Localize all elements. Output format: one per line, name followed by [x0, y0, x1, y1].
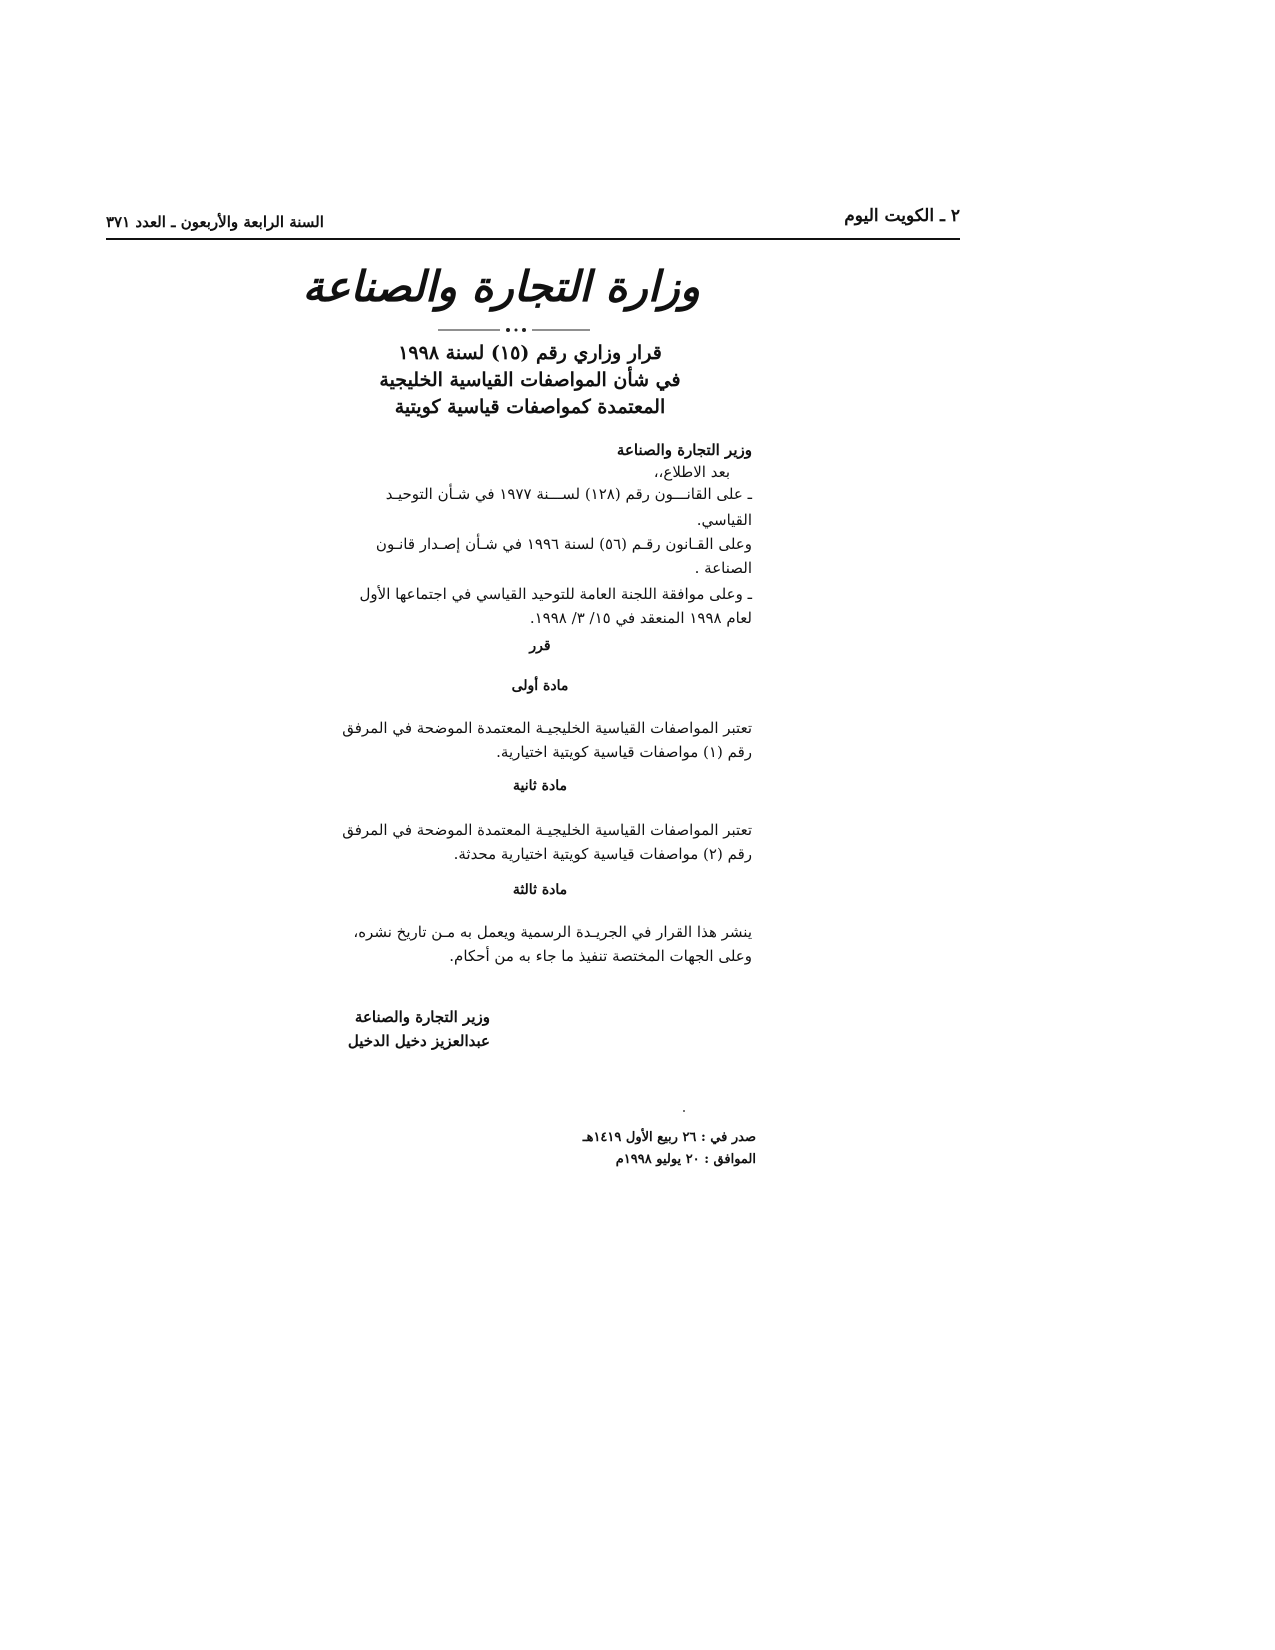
title-ornament	[436, 326, 592, 334]
preamble-line: لعام ١٩٩٨ المنعقد في ١٥/ ٣/ ١٩٩٨.	[529, 609, 752, 627]
decided-label: قرر	[529, 638, 551, 654]
preamble-line: القياسي.	[696, 511, 752, 529]
article-text-line: وعلى الجهات المختصة تنفيذ ما جاء به من أحكام.	[449, 947, 752, 965]
issue-label: السنة الرابعة والأربعون ـ العدد ٣٧١	[106, 213, 324, 231]
decision-title-line-3: المعتمدة كمواصفات قياسية كويتية	[394, 396, 666, 418]
article-text-line: رقم (١) مواصفات قياسية كويتية اختيارية.	[496, 743, 752, 761]
article-text-line: ينشر هذا القرار في الجريـدة الرسمية ويعمل به مـن تاريخ نشره،	[353, 923, 752, 941]
preamble-after-review: بعد الاطلاع،،	[653, 463, 730, 481]
header-rule	[106, 238, 960, 240]
article-text-line: تعتبر المواصفات القياسية الخليجيـة المعتمدة الموضحة في المرفق	[342, 719, 752, 737]
preamble-issuer: وزير التجارة والصناعة	[616, 441, 752, 459]
preamble-line: ـ على القانـــون رقم (١٢٨) لســـنة ١٩٧٧ في شـأن التوحيـد	[385, 485, 752, 503]
ministry-title: وزارة التجارة والصناعة	[302, 262, 700, 311]
decision-title-line-1: قرار وزاري رقم (١٥) لسنة ١٩٩٨	[398, 342, 662, 364]
page-number-label: ٢ ـ الكويت اليوم	[844, 206, 960, 226]
preamble-line: الصناعة .	[694, 559, 752, 577]
issued-gregorian-date: الموافق : ٢٠ يوليو ١٩٩٨م	[615, 1152, 756, 1167]
scan-speck	[683, 1110, 685, 1112]
article-heading: مادة أولى	[511, 678, 569, 694]
signature-name: عبدالعزيز دخيل الدخيل	[347, 1032, 490, 1050]
article-text-line: تعتبر المواصفات القياسية الخليجيـة المعتمدة الموضحة في المرفق	[342, 821, 752, 839]
decision-title-line-2: في شأن المواصفات القياسية الخليجية	[379, 369, 681, 391]
article-heading: مادة ثانية	[513, 778, 567, 794]
issued-hijri-date: صدر في : ٢٦ ربيع الأول ١٤١٩هـ	[582, 1130, 756, 1145]
article-text-line: رقم (٢) مواصفات قياسية كويتية اختيارية محدثة.	[453, 845, 752, 863]
article-heading: مادة ثالثة	[512, 882, 568, 898]
preamble-line: ـ وعلى موافقة اللجنة العامة للتوحيد القياسي في اجتماعها الأول	[359, 585, 752, 603]
preamble-line: وعلى القـانون رقـم (٥٦) لسنة ١٩٩٦ في شـأن إصـدار قانـون	[375, 535, 752, 553]
signature-role: وزير التجارة والصناعة	[354, 1008, 490, 1026]
